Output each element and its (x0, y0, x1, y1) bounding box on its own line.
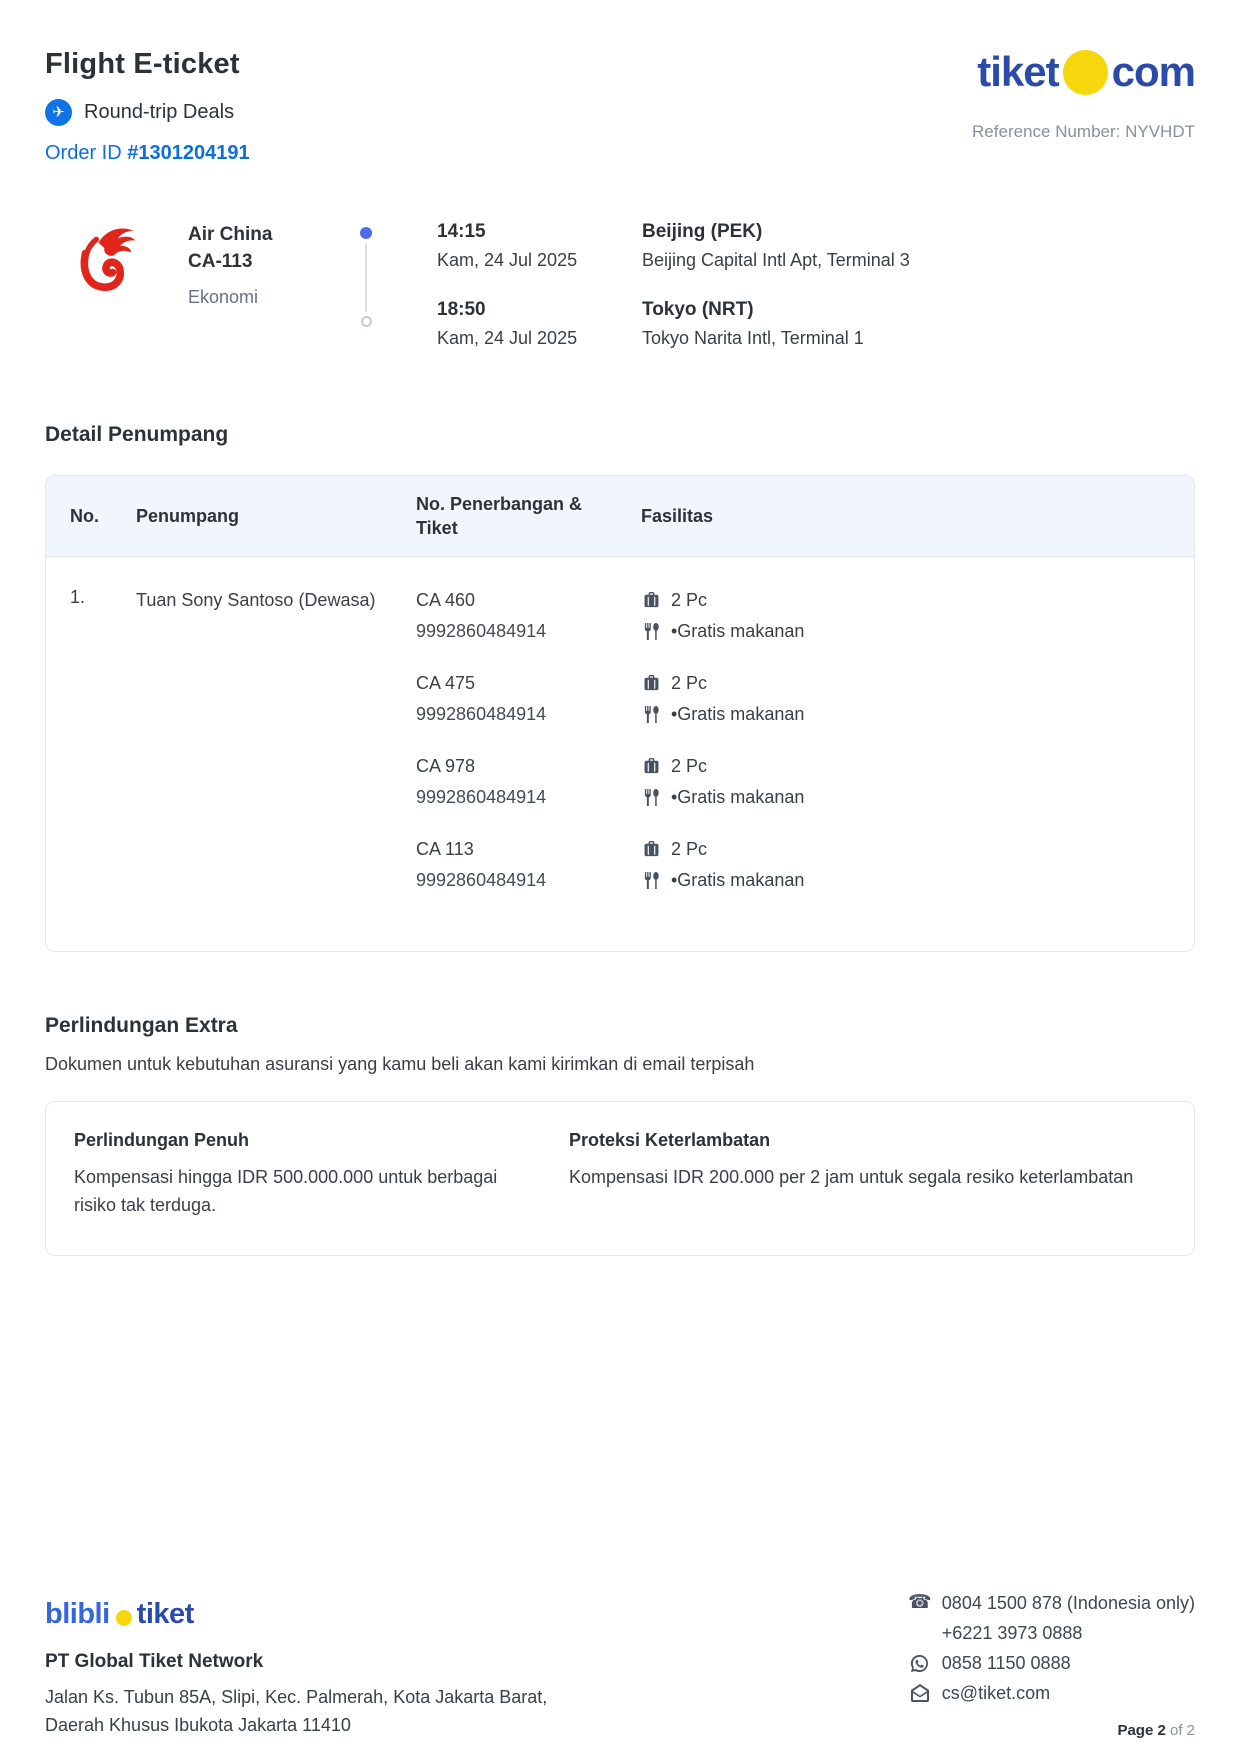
leg-facilities (641, 753, 1194, 810)
contact-email-row (910, 1678, 1195, 1708)
departure-time: 14:15 (437, 221, 486, 242)
leg-flight (416, 836, 641, 893)
protection-card (45, 1101, 1195, 1256)
leg-ticket-no: 9992860484914 (416, 621, 547, 641)
baggage-icon (641, 590, 661, 610)
departure-airport-block (642, 221, 910, 271)
flight-number: CA-113 (188, 251, 253, 272)
trip-type-row (45, 99, 250, 126)
meal-icon (641, 870, 661, 890)
meal-icon (641, 621, 661, 641)
table-row (46, 557, 1194, 951)
departure-dot-icon (360, 227, 372, 239)
page-title: Flight E-ticket (45, 48, 240, 80)
footer (45, 1588, 1195, 1739)
protection-subtitle: Dokumen untuk kebutuhan asuransi yang kamu beli akan kami kirimkan di email terpisah (45, 1054, 755, 1074)
table-header-row (46, 476, 1194, 557)
col-header-ticket: No. Penerbangan & Tiket (416, 494, 583, 538)
airline-name: Air China (188, 224, 273, 245)
leg-flight-no: CA 978 (416, 756, 476, 776)
tiket-logo-word: tiket (136, 1598, 194, 1630)
arrival-city: Tokyo (NRT) (642, 299, 754, 320)
yellow-dot-icon (1063, 50, 1108, 95)
plane-icon: ✈ (45, 99, 72, 126)
protection-section (45, 1014, 1195, 1256)
contact-phone-row-2 (910, 1618, 1195, 1648)
passenger-section-title: Detail Penumpang (45, 423, 229, 446)
departure-date: Kam, 24 Jul 2025 (437, 250, 578, 270)
contact-phone-row (907, 1588, 1195, 1618)
departure-time-block (437, 221, 642, 271)
passenger-name: Tuan Sony Santoso (Dewasa) (136, 590, 376, 610)
leg-facilities (641, 670, 1194, 727)
protection-item-title: Perlindungan Penuh (74, 1130, 250, 1150)
footer-left (45, 1598, 547, 1739)
leg-flight (416, 670, 641, 727)
tiket-com-logo (972, 48, 1195, 96)
col-header-name: Penumpang (136, 506, 240, 526)
page-number-label: Page 2 (1117, 1722, 1166, 1739)
order-id-value: #1301204191 (127, 142, 250, 164)
company-address (45, 1683, 547, 1739)
arrival-ring-icon (361, 316, 372, 327)
protection-item-title: Proteksi Keterlambatan (569, 1130, 771, 1150)
route-timeline (359, 221, 373, 327)
protection-item-delay (569, 1130, 1166, 1219)
cabin-class: Ekonomi (188, 287, 259, 307)
meal-value: •Gratis makanan (671, 870, 805, 890)
company-name: PT Global Tiket Network (45, 1651, 264, 1672)
svg-text:@: @ (916, 1687, 924, 1696)
footer-right (907, 1588, 1195, 1739)
phone-icon: ☎ (907, 1592, 932, 1613)
timeline-line (365, 243, 367, 312)
order-id (45, 142, 250, 165)
baggage-value: 2 Pc (671, 756, 708, 776)
meal-value: •Gratis makanan (671, 787, 805, 807)
email-icon (910, 1683, 930, 1703)
header-right (972, 48, 1195, 142)
page-number-suffix: of 2 (1165, 1722, 1195, 1739)
leg-flight-no: CA 460 (416, 590, 476, 610)
header-left (45, 48, 250, 165)
baggage-icon (641, 756, 661, 776)
baggage-value: 2 Pc (671, 839, 708, 859)
leg-flight (416, 753, 641, 810)
arrival-date: Kam, 24 Jul 2025 (437, 328, 578, 348)
passenger-no: 1. (70, 587, 86, 607)
meal-value: •Gratis makanan (671, 621, 805, 641)
passenger-section (45, 423, 1195, 952)
col-header-facilities: Fasilitas (641, 506, 714, 526)
arrival-airport-block (642, 299, 910, 349)
phone-number-2: +6221 3973 0888 (941, 1623, 1083, 1643)
protection-item-body: Kompensasi IDR 200.000 per 2 jam untuk segala resiko keterlambatan (569, 1167, 1134, 1187)
leg-facilities (641, 587, 1194, 644)
departure-airport: Beijing Capital Intl Apt, Terminal 3 (642, 250, 910, 270)
reference-number: Reference Number: NYVHDT (972, 122, 1195, 141)
arrival-airport: Tokyo Narita Intl, Terminal 1 (642, 328, 864, 348)
leg-ticket-no: 9992860484914 (416, 870, 547, 890)
protection-item-full (74, 1130, 539, 1219)
leg-flight (416, 587, 641, 644)
baggage-icon (641, 673, 661, 693)
airline-info (188, 221, 353, 349)
leg-ticket-no: 9992860484914 (416, 704, 547, 724)
blibli-tiket-logo (45, 1598, 547, 1631)
tiket-logo-tld: com (1111, 48, 1195, 95)
address-line-1: Jalan Ks. Tubun 85A, Slipi, Kec. Palmerah, Kota Jakarta Barat, (45, 1687, 548, 1707)
blibli-logo-word: blibli (45, 1598, 110, 1630)
tiket-logo-word: tiket (977, 48, 1059, 95)
whatsapp-number: 0858 1150 0888 (941, 1653, 1071, 1673)
leg-facilities (641, 836, 1194, 893)
contact-whatsapp-row (910, 1648, 1195, 1678)
meal-icon (641, 787, 661, 807)
email-address: cs@tiket.com (941, 1683, 1051, 1703)
yellow-dot-icon (116, 1610, 132, 1626)
phone-number-1: 0804 1500 878 (Indonesia only) (941, 1593, 1195, 1613)
route-details (437, 221, 910, 349)
protection-item-body: Kompensasi hingga IDR 500.000.000 untuk berbagai risiko tak terduga. (74, 1167, 498, 1215)
passenger-table (45, 475, 1195, 952)
col-header-no: No. (70, 506, 99, 526)
leg-ticket-no: 9992860484914 (416, 787, 547, 807)
meal-value: •Gratis makanan (671, 704, 805, 724)
trip-type-label: Round-trip Deals (84, 101, 235, 123)
order-id-label: Order ID (45, 142, 122, 164)
protection-title: Perlindungan Extra (45, 1014, 238, 1037)
baggage-icon (641, 839, 661, 859)
departure-city: Beijing (PEK) (642, 221, 763, 242)
address-line-2: Daerah Khusus Ibukota Jakarta 11410 (45, 1715, 351, 1735)
leg-flight-no: CA 475 (416, 673, 476, 693)
baggage-value: 2 Pc (671, 590, 708, 610)
flight-summary (45, 221, 1195, 349)
baggage-value: 2 Pc (671, 673, 708, 693)
whatsapp-icon (910, 1653, 930, 1673)
arrival-time: 18:50 (437, 299, 486, 320)
meal-icon (641, 704, 661, 724)
arrival-time-block (437, 299, 642, 349)
leg-flight-no: CA 113 (416, 839, 474, 859)
header (45, 48, 1195, 165)
page-number (910, 1722, 1195, 1739)
air-china-logo-icon (70, 221, 140, 349)
